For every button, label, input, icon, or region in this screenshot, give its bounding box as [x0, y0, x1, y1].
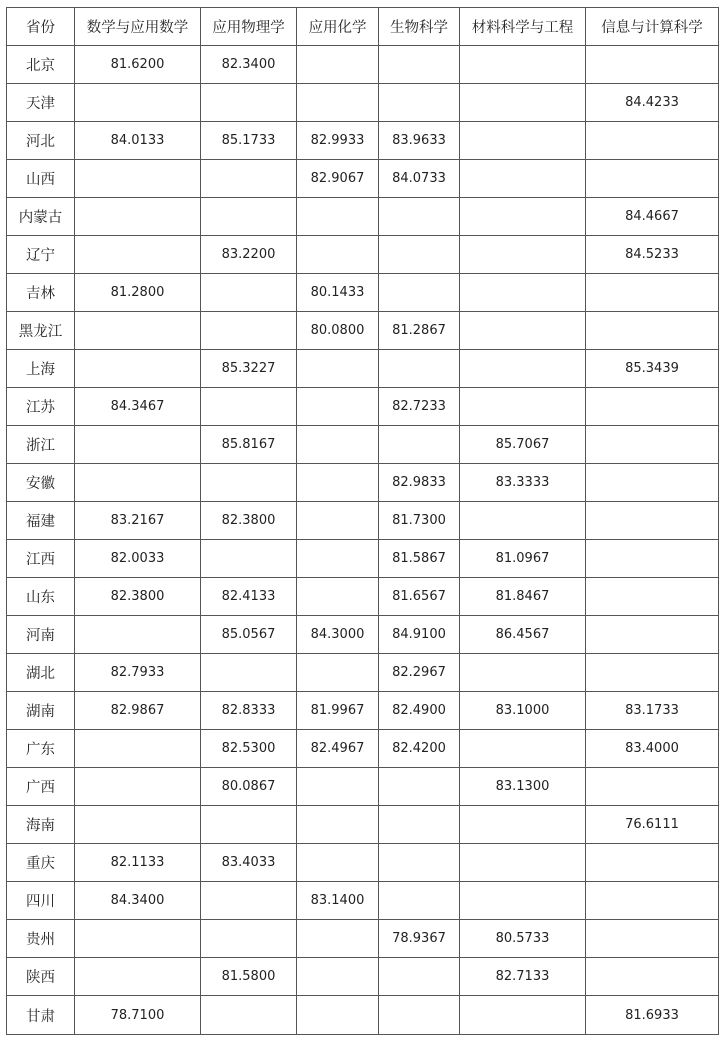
score-cell: 83.4033: [201, 844, 297, 882]
score-cell: 81.2800: [75, 274, 201, 312]
table-row: [7, 730, 719, 768]
score-cell: 82.1133: [75, 844, 201, 882]
header-cell: 应用物理学: [201, 8, 297, 46]
province-cell: 辽宁: [7, 236, 75, 274]
score-cell: 81.6200: [75, 46, 201, 84]
score-cell: 84.9100: [379, 616, 460, 654]
table-row: [7, 464, 719, 502]
score-cell: 82.3800: [201, 502, 297, 540]
table-row: [7, 426, 719, 464]
score-cell: [460, 84, 586, 122]
score-cell: [201, 882, 297, 920]
score-cell: 85.3439: [586, 350, 719, 388]
score-cell: 82.7933: [75, 654, 201, 692]
score-cell: [75, 768, 201, 806]
score-cell: 81.5800: [201, 958, 297, 996]
score-cell: [460, 312, 586, 350]
score-cell: 83.1300: [460, 768, 586, 806]
score-cell: 82.9833: [379, 464, 460, 502]
province-cell: 河南: [7, 616, 75, 654]
table-row: [7, 540, 719, 578]
table-row: [7, 46, 719, 84]
score-cell: [379, 426, 460, 464]
score-cell: [75, 920, 201, 958]
province-cell: 山东: [7, 578, 75, 616]
score-cell: [297, 806, 379, 844]
score-cell: [297, 84, 379, 122]
score-cell: [201, 996, 297, 1035]
score-cell: 82.7133: [460, 958, 586, 996]
score-cell: [297, 350, 379, 388]
table-row: [7, 616, 719, 654]
province-cell: 广东: [7, 730, 75, 768]
score-cell: [460, 844, 586, 882]
score-cell: [460, 122, 586, 160]
score-cell: 82.4200: [379, 730, 460, 768]
province-cell: 福建: [7, 502, 75, 540]
table-body: [7, 46, 719, 1035]
score-cell: [297, 996, 379, 1035]
score-cell: [75, 198, 201, 236]
score-cell: [379, 274, 460, 312]
province-cell: 江西: [7, 540, 75, 578]
score-cell: 84.0133: [75, 122, 201, 160]
province-cell: 安徽: [7, 464, 75, 502]
score-cell: 82.9867: [75, 692, 201, 730]
province-cell: 湖北: [7, 654, 75, 692]
score-cell: [297, 540, 379, 578]
score-cell: [297, 578, 379, 616]
score-cell: [201, 464, 297, 502]
score-cell: 83.1733: [586, 692, 719, 730]
province-cell: 黑龙江: [7, 312, 75, 350]
province-cell: 天津: [7, 84, 75, 122]
score-cell: [297, 958, 379, 996]
score-cell: 84.4667: [586, 198, 719, 236]
score-cell: [586, 312, 719, 350]
score-cell: [75, 958, 201, 996]
table-row: [7, 578, 719, 616]
header-cell: 应用化学: [297, 8, 379, 46]
score-cell: [460, 236, 586, 274]
score-cell: 84.3000: [297, 616, 379, 654]
table-row: [7, 84, 719, 122]
score-cell: [379, 46, 460, 84]
province-cell: 海南: [7, 806, 75, 844]
province-cell: 内蒙古: [7, 198, 75, 236]
table-row: [7, 312, 719, 350]
score-cell: [201, 806, 297, 844]
score-cell: [201, 312, 297, 350]
score-cell: [586, 502, 719, 540]
score-cell: 84.5233: [586, 236, 719, 274]
score-cell: 86.4567: [460, 616, 586, 654]
score-table-container: [6, 7, 719, 1035]
province-cell: 山西: [7, 160, 75, 198]
score-cell: 81.7300: [379, 502, 460, 540]
score-cell: 85.8167: [201, 426, 297, 464]
score-cell: [586, 844, 719, 882]
score-cell: 84.3467: [75, 388, 201, 426]
score-cell: [586, 958, 719, 996]
table-row: [7, 996, 719, 1035]
score-cell: 83.9633: [379, 122, 460, 160]
score-cell: [201, 388, 297, 426]
score-cell: [586, 46, 719, 84]
score-cell: [297, 502, 379, 540]
score-cell: [460, 502, 586, 540]
score-cell: [586, 578, 719, 616]
score-cell: [201, 920, 297, 958]
score-cell: [379, 996, 460, 1035]
score-cell: 82.5300: [201, 730, 297, 768]
score-cell: [297, 654, 379, 692]
score-cell: 82.4967: [297, 730, 379, 768]
score-cell: [297, 426, 379, 464]
table-row: [7, 388, 719, 426]
score-cell: [586, 540, 719, 578]
score-cell: [586, 122, 719, 160]
score-cell: [586, 160, 719, 198]
score-cell: 78.7100: [75, 996, 201, 1035]
score-cell: [75, 730, 201, 768]
table-row: [7, 350, 719, 388]
score-cell: 81.5867: [379, 540, 460, 578]
score-cell: [75, 312, 201, 350]
score-cell: 84.4233: [586, 84, 719, 122]
score-cell: [297, 920, 379, 958]
score-cell: [379, 198, 460, 236]
score-cell: [460, 730, 586, 768]
score-cell: [75, 84, 201, 122]
score-cell: 82.0033: [75, 540, 201, 578]
score-cell: [460, 806, 586, 844]
score-cell: 82.8333: [201, 692, 297, 730]
score-cell: [460, 996, 586, 1035]
score-cell: [201, 654, 297, 692]
score-cell: [75, 616, 201, 654]
score-cell: 85.7067: [460, 426, 586, 464]
province-cell: 四川: [7, 882, 75, 920]
score-cell: [297, 388, 379, 426]
table-row: [7, 806, 719, 844]
score-cell: [460, 198, 586, 236]
score-cell: [75, 806, 201, 844]
header-row: [7, 8, 719, 46]
table-row: [7, 768, 719, 806]
score-cell: [460, 882, 586, 920]
score-cell: 83.2167: [75, 502, 201, 540]
score-cell: [297, 46, 379, 84]
score-cell: 82.4133: [201, 578, 297, 616]
score-cell: [379, 84, 460, 122]
score-cell: [460, 274, 586, 312]
province-cell: 河北: [7, 122, 75, 160]
score-cell: [201, 540, 297, 578]
province-cell: 湖南: [7, 692, 75, 730]
header-cell: 材料科学与工程: [460, 8, 586, 46]
score-cell: 83.3333: [460, 464, 586, 502]
header-cell: 生物科学: [379, 8, 460, 46]
score-cell: [460, 46, 586, 84]
score-cell: [586, 616, 719, 654]
score-cell: [75, 426, 201, 464]
score-cell: [75, 350, 201, 388]
score-cell: [586, 920, 719, 958]
score-cell: 84.0733: [379, 160, 460, 198]
score-cell: [586, 388, 719, 426]
province-cell: 江苏: [7, 388, 75, 426]
table-row: [7, 920, 719, 958]
score-cell: 84.3400: [75, 882, 201, 920]
score-cell: [586, 882, 719, 920]
header-cell: 省份: [7, 8, 75, 46]
score-cell: [201, 198, 297, 236]
table-row: [7, 236, 719, 274]
province-cell: 吉林: [7, 274, 75, 312]
score-cell: 82.9933: [297, 122, 379, 160]
score-cell: 82.9067: [297, 160, 379, 198]
score-cell: 82.7233: [379, 388, 460, 426]
score-cell: 82.3400: [201, 46, 297, 84]
table-row: [7, 274, 719, 312]
province-cell: 浙江: [7, 426, 75, 464]
score-cell: [75, 464, 201, 502]
score-cell: [379, 844, 460, 882]
score-cell: [297, 844, 379, 882]
score-cell: 83.1000: [460, 692, 586, 730]
score-cell: 81.2867: [379, 312, 460, 350]
score-cell: [201, 160, 297, 198]
score-table: [6, 7, 719, 1035]
score-cell: [75, 236, 201, 274]
score-cell: 80.1433: [297, 274, 379, 312]
table-row: [7, 160, 719, 198]
header-cell: 信息与计算科学: [586, 8, 719, 46]
province-cell: 广西: [7, 768, 75, 806]
score-cell: 78.9367: [379, 920, 460, 958]
score-cell: [201, 84, 297, 122]
province-cell: 重庆: [7, 844, 75, 882]
score-cell: [297, 236, 379, 274]
score-cell: 81.9967: [297, 692, 379, 730]
score-cell: 80.0867: [201, 768, 297, 806]
province-cell: 上海: [7, 350, 75, 388]
score-cell: 76.6111: [586, 806, 719, 844]
score-cell: 83.4000: [586, 730, 719, 768]
score-cell: 82.3800: [75, 578, 201, 616]
table-row: [7, 844, 719, 882]
score-cell: 82.2967: [379, 654, 460, 692]
score-cell: 85.0567: [201, 616, 297, 654]
score-cell: 83.1400: [297, 882, 379, 920]
score-cell: [379, 882, 460, 920]
score-cell: [379, 958, 460, 996]
score-cell: 81.6567: [379, 578, 460, 616]
score-cell: 80.0800: [297, 312, 379, 350]
table-row: [7, 198, 719, 236]
score-cell: 85.3227: [201, 350, 297, 388]
score-cell: [460, 160, 586, 198]
table-row: [7, 958, 719, 996]
province-cell: 陕西: [7, 958, 75, 996]
score-cell: [75, 160, 201, 198]
table-row: [7, 122, 719, 160]
table-row: [7, 502, 719, 540]
score-cell: [297, 464, 379, 502]
table-row: [7, 654, 719, 692]
score-cell: 81.6933: [586, 996, 719, 1035]
score-cell: 82.4900: [379, 692, 460, 730]
score-cell: [586, 654, 719, 692]
score-cell: 83.2200: [201, 236, 297, 274]
province-cell: 甘肃: [7, 996, 75, 1035]
score-cell: [201, 274, 297, 312]
score-cell: [297, 768, 379, 806]
score-cell: [586, 768, 719, 806]
score-cell: [586, 274, 719, 312]
province-cell: 北京: [7, 46, 75, 84]
score-cell: [379, 806, 460, 844]
score-cell: [379, 768, 460, 806]
score-cell: [379, 350, 460, 388]
score-cell: [586, 426, 719, 464]
header-cell: 数学与应用数学: [75, 8, 201, 46]
score-cell: [297, 198, 379, 236]
score-cell: [460, 350, 586, 388]
province-cell: 贵州: [7, 920, 75, 958]
table-row: [7, 882, 719, 920]
score-cell: [586, 464, 719, 502]
score-cell: [460, 388, 586, 426]
score-cell: 80.5733: [460, 920, 586, 958]
score-cell: [379, 236, 460, 274]
table-row: [7, 692, 719, 730]
score-cell: 81.0967: [460, 540, 586, 578]
score-cell: 81.8467: [460, 578, 586, 616]
score-cell: 85.1733: [201, 122, 297, 160]
score-cell: [460, 654, 586, 692]
